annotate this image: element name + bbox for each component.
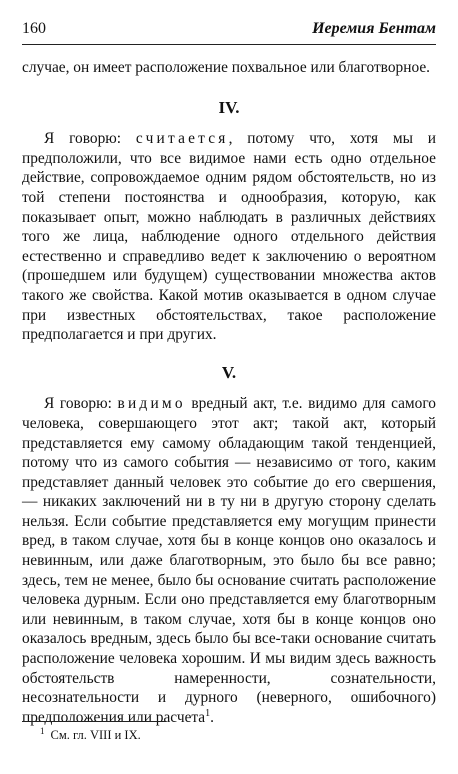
intro-paragraph: случае, он имеет расположение похвальное или благотворное. xyxy=(22,59,431,76)
section-v-text: вредный акт, т.е. видимо для самого человека, совершающего этот акт; такой акт, который представляется ему самому обладающим такой тенденцией, потому что из самого события — независимо от того, каким представляет данный человек это событие до его свершения, — никаких заключений ни в ту ни в другую сторону сделать нельзя. Если событие представляется ему могущим принести вред, в таком случае, хотя бы в конце концов оно оказалось и невинным, или даже благотворным, это было бы все равно; здесь, тем не менее, было бы основание считать расположение человека дурным. Если оно представляется ему благотворным или невинным, в таком случае, хотя бы в конце концов оно оказалось вредным, здесь было бы все-таки основание считать расположение человека хорошим. И мы видим здесь важность обстоятельств намеренности, сознательности, несознательности и дурного (неверного, ошибочного) предположения или расчета xyxy=(22,395,436,726)
section-iv-paragraph xyxy=(22,129,436,345)
footnote-text: См. гл. VIII и IX. xyxy=(50,728,141,742)
footnote-divider xyxy=(22,721,166,722)
section-v-spaced-term: видимо xyxy=(117,395,186,413)
running-title: Иеремия Бентам xyxy=(312,20,436,37)
footnote-reference[interactable]: 1 xyxy=(205,707,211,719)
section-iv-text: , потому что, хотя мы и предположили, что все видимое нами есть одно отдельное действие, сопровождаемое одним рядом обстоятельств, но из той степени постоянства и однообразия, которую, как показывает опыт, можно наблюдать в различных действиях того же лица, наблюдение одного отдельного действия естественно и справедливо ведет к заключению о вероятном (прошедшем или будущем) существовании множества актов такого же свойства. Какой мотив оказывается в одном случае при известных обстоятельствах, такое расположение предполагается и при других. xyxy=(22,130,437,344)
section-v-ending: . xyxy=(210,708,214,726)
section-iv-spaced-term: считается xyxy=(135,130,229,148)
page-body xyxy=(22,58,436,727)
running-head xyxy=(22,18,436,45)
section-v-paragraph xyxy=(22,394,436,727)
section-heading-iv: IV. xyxy=(218,97,240,117)
section-iv-lead: Я говорю: xyxy=(44,130,136,148)
section-heading-v: V. xyxy=(221,362,237,382)
page-number: 160 xyxy=(22,20,46,37)
footnote-marker: 1 xyxy=(40,725,45,736)
section-v-lead: Я говорю: xyxy=(44,395,118,413)
footnote xyxy=(40,725,141,743)
